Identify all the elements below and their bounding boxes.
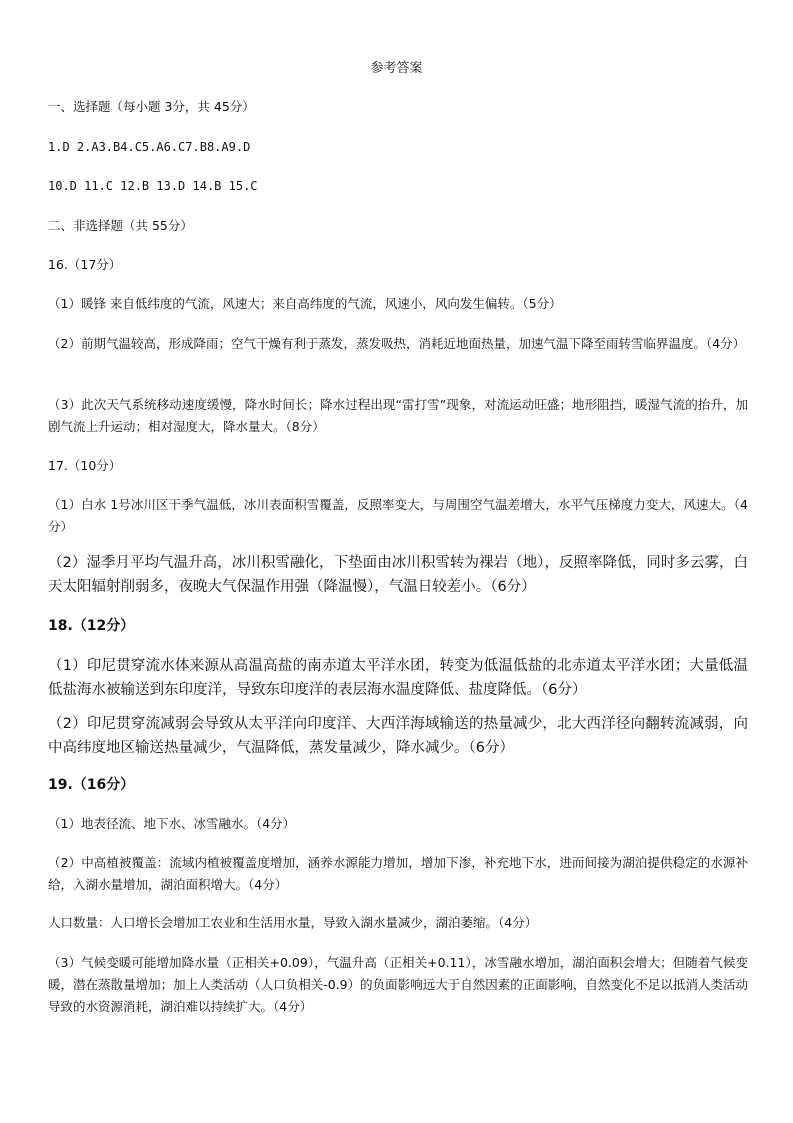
q18-answer-2: （2）印尼贯穿流减弱会导致从太平洋向印度洋、大西洋海域输送的热量减少，北大西洋径向翻转流减弱，向中高纬度地区输送热量减少，气温降低，蒸发量减少，降水减少。（6分）: [48, 716, 748, 756]
q16-heading: 16.（17分）: [48, 257, 122, 272]
q18-heading: 18.（12分）: [48, 618, 135, 634]
q17-answer-1: （1）白水 1号冰川区干季气温低，冰川表面积雪覆盖，反照率变大，与周围空气温差增大，水平气压梯度力变大，风速大。（4分）: [48, 497, 748, 534]
choice-answers-row2: 10.D 11.C 12.B 13.D 14.B 15.C: [48, 179, 258, 193]
page-title: 参考答案: [370, 61, 423, 76]
q19-answer-1: （1）地表径流、地下水、冰雪融水。（4分）: [48, 816, 296, 831]
q19-heading: 19.（16分）: [48, 777, 135, 793]
q19-answer-3: 人口数量：人口增长会增加工农业和生活用水量，导致入湖水量减少，湖泊萎缩。（4分）: [48, 915, 538, 930]
q19-answer-2: （2）中高植被覆盖：流域内植被覆盖度增加，涵养水源能力增加，增加下渗，补充地下水，进而间接为湖泊提供稳定的水源补给，入湖水量增加，湖泊面积增大。（4分）: [48, 855, 748, 892]
choice-answers-row1: 1.D 2.A3.B4.C5.A6.C7.B8.A9.D: [48, 140, 251, 154]
section2-heading: 二、非选择题（共 55分）: [48, 218, 193, 233]
q19-answer-4: （3）气候变暖可能增加降水量（正相关+0.09），气温升高（正相关+0.11），冰雪融水增加，湖泊面积会增大；但随着气候变暖，潜在蒸散量增加；加上人类活动（人口负相关-0.9）的负面影响远大于自然因素的正面影响，自然变化不足以抵消人类活动导致的水资源消耗，湖泊难以持续扩大。（4分）: [48, 955, 748, 1014]
q18-answer-1: （1）印尼贯穿流水体来源从高温高盐的南赤道太平洋水团，转变为低温低盐的北赤道太平洋水团；大量低温低盐海水被输送到东印度洋，导致东印度洋的表层海水温度降低、盐度降低。（6分）: [48, 658, 748, 698]
q17-answer-2: （2）湿季月平均气温升高，冰川积雪融化，下垫面由冰川积雪转为裸岩（地），反照率降低，同时多云雾，白天太阳辐射削弱多，夜晚大气保温作用强（降温慢），气温日较差小。（6分）: [48, 555, 748, 595]
q16-answer-2: （2）前期气温较高，形成降雨；空气干燥有利于蒸发，蒸发吸热，消耗近地面热量，加速气温下降至雨转雪临界温度。（4分）: [48, 336, 746, 351]
q16-answer-1: （1）暖锋 来自低纬度的气流，风速大；来自高纬度的气流，风速小，风向发生偏转。（5分）: [48, 296, 562, 311]
q16-answer-3: （3）此次天气系统移动速度缓慢，降水时间长；降水过程出现“雷打雪”现象，对流运动旺盛；地形阻挡，暖湿气流的抬升，加剧气流上升运动；相对湿度大，降水量大。（8分）: [48, 397, 748, 434]
section1-heading: 一、选择题（每小题 3分，共 45分）: [48, 99, 255, 114]
q17-heading: 17.（10分）: [48, 458, 122, 473]
